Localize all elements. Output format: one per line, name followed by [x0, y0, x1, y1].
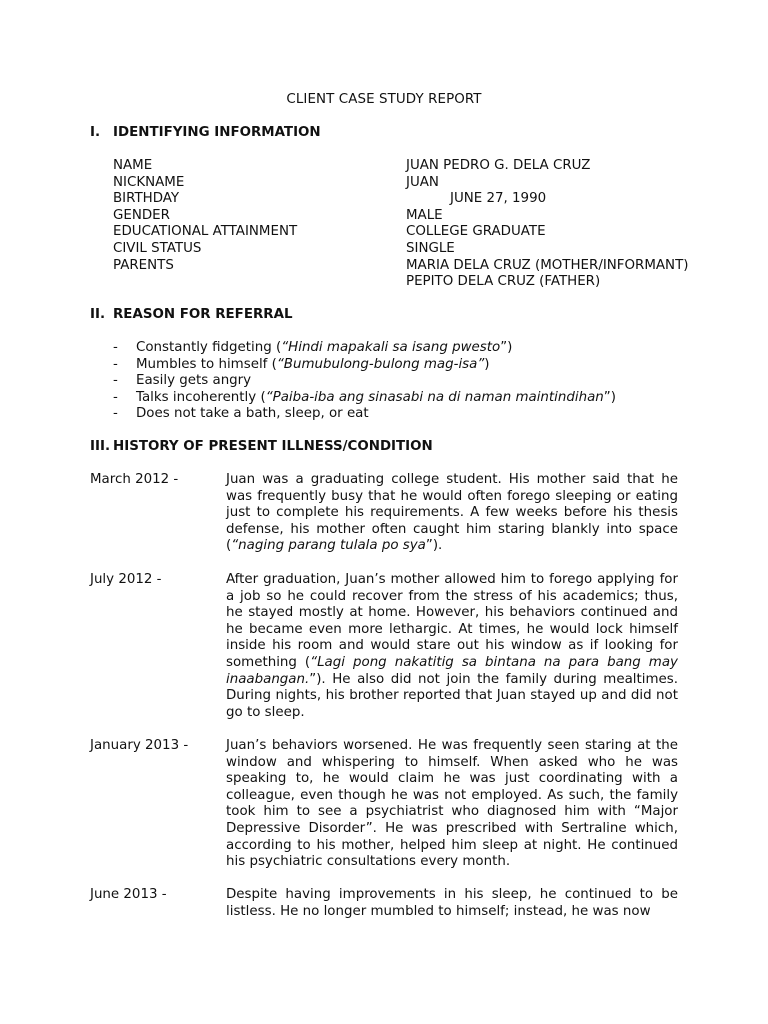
- info-row-birthday: [113, 191, 713, 208]
- history-quote: “naging parang tulala po sya: [231, 538, 426, 554]
- history-date: March 2012 -: [90, 472, 179, 487]
- info-value: MARIA DELA CRUZ (MOTHER/INFORMANT): [406, 257, 689, 273]
- history-quote: “Lagi pong nakatitig sa bintana na para bang may inaabangan.: [226, 654, 678, 687]
- info-value: PEPITO DELA CRUZ (FATHER): [406, 274, 601, 290]
- list-item: [113, 373, 616, 390]
- history-text-body: After graduation, Juan’s mother allowed him to forego applying for a job so he could recover from the stress of his academics; thus, he stayed mostly at home. However, his behaviors continued and he became even more lethargic. At times, he would lock himself inside his room and would stare out his window as if looking for something (: [226, 572, 678, 670]
- section-title: HISTORY OF PRESENT ILLNESS/CONDITION: [113, 439, 433, 454]
- history-date: June 2013 -: [90, 887, 167, 902]
- reason-quote: “Hindi mapakali sa isang pwesto: [281, 340, 501, 355]
- bullet-dash: -: [113, 389, 118, 405]
- history-text-end: ”).: [425, 538, 443, 554]
- history-text: [226, 738, 678, 871]
- info-row-name: [113, 158, 713, 175]
- info-row-gender: [113, 208, 713, 225]
- info-value: JUNE 27, 1990: [450, 191, 547, 207]
- reason-text: Constantly fidgeting (: [136, 340, 282, 355]
- info-row-parents-continued: [113, 274, 713, 291]
- info-label: CIVIL STATUS: [113, 240, 202, 256]
- info-value: JUAN PEDRO G. DELA CRUZ: [406, 158, 591, 173]
- history-date: July 2012 -: [90, 572, 162, 587]
- section-number: III.: [90, 439, 111, 454]
- bullet-dash: -: [113, 406, 118, 422]
- document-title: CLIENT CASE STUDY REPORT: [286, 92, 482, 107]
- info-label: NICKNAME: [113, 174, 185, 190]
- reason-end: ”): [603, 389, 616, 405]
- bullet-dash: -: [113, 340, 118, 355]
- section-number: II.: [90, 307, 106, 322]
- bullet-dash: -: [113, 356, 118, 372]
- bullet-dash: -: [113, 373, 118, 389]
- section-title: IDENTIFYING INFORMATION: [113, 125, 321, 140]
- history-text: [226, 472, 678, 555]
- info-label: BIRTHDAY: [113, 191, 180, 207]
- info-label: PARENTS: [113, 257, 174, 273]
- info-value: MALE: [406, 207, 443, 223]
- info-row-parents: [113, 258, 713, 275]
- section-heading-identifying-information: [90, 125, 321, 142]
- section-heading-history: [90, 439, 433, 456]
- reason-text: Talks incoherently (: [136, 389, 266, 405]
- info-label: NAME: [113, 158, 153, 173]
- reason-text: Easily gets angry: [136, 373, 252, 389]
- section-title: REASON FOR REFERRAL: [113, 307, 293, 322]
- info-value: JUAN: [406, 174, 439, 190]
- reason-end: ”): [500, 340, 513, 355]
- list-item: [113, 390, 616, 407]
- referral-reasons-list: [113, 340, 616, 423]
- reason-text: Mumbles to himself (: [136, 356, 277, 372]
- info-row-nickname: [113, 175, 713, 192]
- reason-text: Does not take a bath, sleep, or eat: [136, 406, 369, 422]
- history-text-body: Despite having improvements in his sleep, he continued to be listless. He no longer mumbled to himself; instead, he was now: [226, 887, 678, 919]
- info-value: SINGLE: [406, 240, 455, 256]
- section-heading-reason-for-referral: [90, 307, 293, 324]
- list-item: [113, 357, 616, 374]
- info-row-civil-status: [113, 241, 713, 258]
- history-date: January 2013 -: [90, 738, 189, 753]
- history-text-body: Juan was a graduating college student. His mother said that he was frequently busy that he would often forego sleeping or eating just to complete his requirements. A few weeks before his thesis defense, his mother often caught him staring blankly into space (: [226, 472, 678, 554]
- reason-quote: “Paiba-iba ang sinasabi na di naman maintindihan: [265, 389, 604, 405]
- reason-quote: “Bumubulong-bulong mag-isa”: [276, 356, 485, 372]
- info-label: GENDER: [113, 207, 170, 223]
- history-text-body: Juan’s behaviors worsened. He was frequently seen staring at the window and whispering to himself. When asked who he was speaking to, he would claim he was just coordinating with a colleague, even though he was not employed. As such, the family took him to see a psychiatrist who diagnosed him with “Major Depressive Disorder”. He was prescribed with Sertraline which, according to his mother, helped him sleep at night. He continued his psychiatric consultations every month.: [226, 738, 678, 870]
- info-row-educational-attainment: [113, 224, 713, 241]
- history-text: [226, 887, 678, 920]
- history-text-end: ”). He also did not join the family during mealtimes. During nights, his brother reported that Juan stayed up and did not go to sleep.: [226, 671, 678, 720]
- identifying-info-table: [113, 158, 713, 291]
- reason-end: ): [484, 356, 490, 372]
- info-label: EDUCATIONAL ATTAINMENT: [113, 224, 298, 240]
- section-number: I.: [90, 125, 101, 140]
- list-item: [113, 340, 616, 357]
- history-text: [226, 572, 678, 721]
- info-value: COLLEGE GRADUATE: [406, 224, 546, 240]
- list-item: [113, 406, 616, 423]
